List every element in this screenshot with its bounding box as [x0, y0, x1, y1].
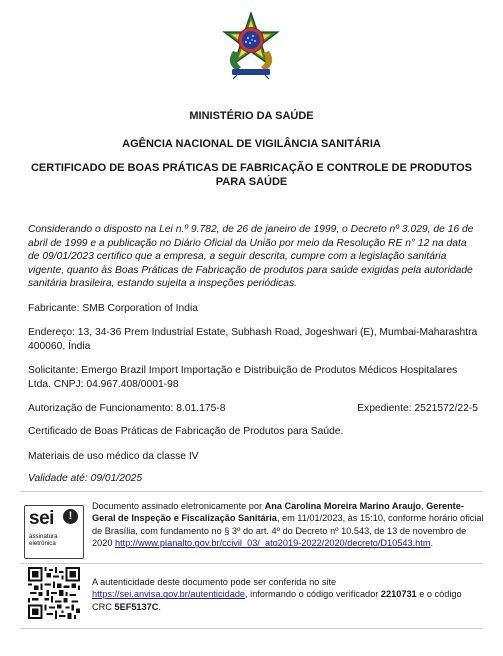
authorization-row — [28, 402, 478, 416]
divider — [20, 563, 483, 564]
sei-logo-subtitle: assinatura eletrônica — [29, 533, 58, 547]
divider — [20, 491, 483, 492]
verifier-code: 2210731 — [380, 589, 417, 600]
sei-logo-word: sei — [29, 508, 54, 529]
validity-line: Validade até: 09/01/2025 — [28, 473, 143, 484]
qr-code-icon — [28, 567, 80, 619]
sei-seal-icon: ! — [63, 509, 78, 524]
decree-link[interactable]: http://www.planalto.gov.br/ccivil_03/_ato2019-2022/2020/decreto/D10543.htm — [115, 538, 431, 549]
authenticity-link[interactable]: https://sei.anvisa.gov.br/autenticidade — [92, 589, 246, 600]
certificate-title: CERTIFICADO DE BOAS PRÁTICAS DE FABRICAÇÃO E CONTROLE DE PRODUTOS PARA SAÚDE — [30, 162, 473, 188]
authenticity-block: A autenticidade deste documento pode ser conferida no site https://sei.anvisa.gov.br/autenticidade, informando o código verificador 2210731 e o código CRC 5EF5137C. — [92, 577, 462, 612]
manufacturer-line: Fabricante: SMB Corporation of India — [28, 303, 198, 314]
coat-of-arms-emblem — [218, 10, 284, 80]
certificate-type-line: Certificado de Boas Práticas de Fabricação de Produtos para Saúde. — [28, 426, 344, 437]
agency-heading: AGÊNCIA NACIONAL DE VIGILÂNCIA SANITÁRIA — [122, 138, 381, 150]
address-line: Endereço: 13, 34-36 Prem Industrial Estate, Subhash Road, Jogeshwari (E), Mumbai-Maharashtra 400060, Índia — [28, 327, 478, 352]
sei-signature-logo — [24, 505, 84, 559]
intro-paragraph: Considerando o disposto na Lei n.º 9.782, de 26 de janeiro de 1999, o Decreto nº 3.029, de 16 de abril de 1999 e a publicação no Diário Oficial da União por meio da Resolução RE n° 12 na data de 09/01/2023 certifico que a empresa, a seguir descrita, cumpre com a legislação sanitária vigente, quanto às Boas Práticas de Fabricação de produtos para saúde exigidas pela autoridade sanitária brasileira, estando sujeita a inspeções periódicas. — [28, 224, 474, 290]
divider — [20, 628, 483, 629]
materials-line: Materiais de uso médico da classe IV — [28, 451, 199, 462]
ministry-heading: MINISTÉRIO DA SAÚDE — [189, 110, 314, 122]
signer-name: Ana Carolina Moreira Marino Araujo — [264, 501, 422, 511]
expedient-number: Expediente: 2521572/22-5 — [357, 403, 478, 414]
crc-code: 5EF5137C — [114, 601, 159, 612]
authorization-number: Autorização de Funcionamento: 8.01.175-8 — [28, 403, 226, 414]
signature-block: Documento assinado eletronicamente por Ana Carolina Moreira Marino Araujo, Gerente-Geral de Inspeção e Fiscalização Sanitária, em 11/01/2023, às 15:10, conforme horário oficial de Brasília, com fundamento no § 3º do art. 4º do Decreto nº 10.543, de 13 de novembro de 2020 http://www.planalto.gov.br/ccivil_03/_ato2019-2022/2020/decreto/D10543.htm. — [92, 501, 484, 549]
applicant-line: Solicitante: Emergo Brazil Import Importação e Distribuição de Produtos Médicos Hospitalares Ltda. CNPJ: 04.967.408/0001-98 — [28, 365, 458, 390]
signer-role: Gerente-Geral de Inspeção e Fiscalização Sanitária — [92, 501, 464, 524]
